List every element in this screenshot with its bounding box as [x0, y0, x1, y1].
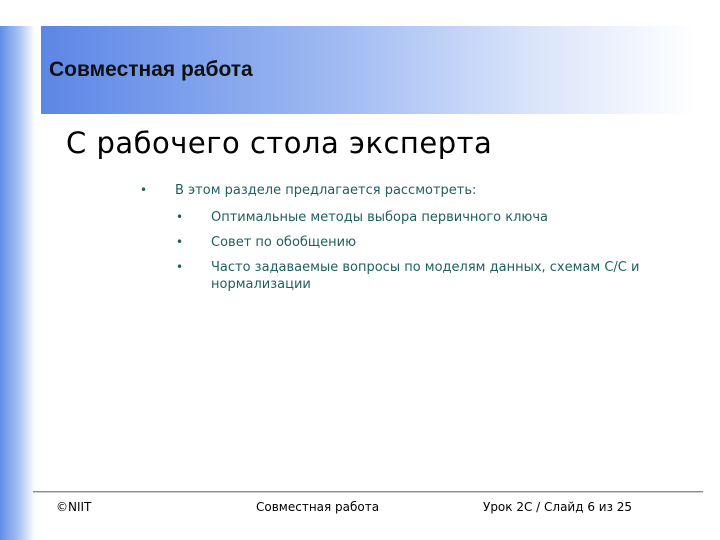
bullet-dot-icon: •: [176, 210, 184, 224]
bullet-dot-icon: •: [176, 260, 184, 274]
footer-divider: [33, 491, 703, 493]
footer-copyright: ©NIIT: [56, 500, 92, 514]
bullet-text: Оптимальные методы выбора первичного ключа: [211, 210, 549, 225]
sub-bullet-item: [176, 209, 690, 226]
left-decorative-bar: [0, 26, 35, 540]
bullet-dot-icon: •: [176, 235, 184, 249]
bullet-item-intro: [140, 182, 690, 199]
footer-page-number: Урок 2C / Слайд 6 из 25: [483, 500, 633, 514]
footer-center-title: Совместная работа: [256, 500, 380, 514]
bullet-list: [140, 182, 690, 301]
sub-bullet-item: [176, 259, 690, 293]
bullet-text: Совет по обобщению: [211, 235, 357, 250]
bullet-dot-icon: •: [140, 183, 148, 197]
bullet-text: Часто задаваемые вопросы по моделям данных, схемам С/С и нормализации: [211, 260, 640, 292]
bullet-text: В этом разделе предлагается рассмотреть:: [175, 183, 477, 198]
header-title: Совместная работа: [49, 58, 253, 81]
sub-bullet-item: [176, 234, 690, 251]
slide-title: С рабочего стола эксперта: [66, 126, 493, 160]
